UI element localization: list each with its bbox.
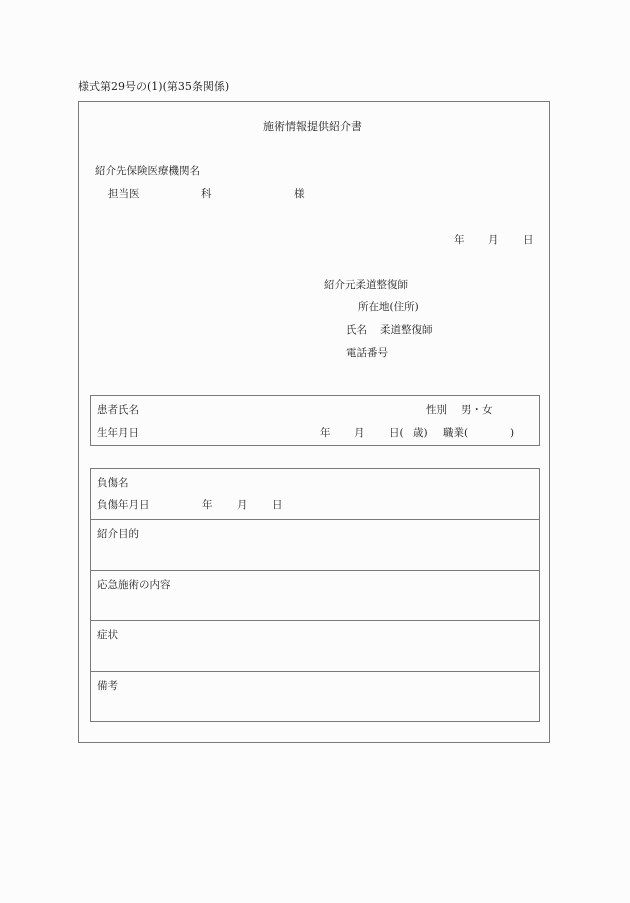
- referral-institution-label: 紹介先保険医療機関名: [95, 165, 200, 177]
- date-year-label: 年: [454, 234, 465, 246]
- symptoms-section: [91, 621, 539, 672]
- age-label: 歳): [413, 427, 428, 439]
- patient-info-box: [90, 395, 540, 446]
- injury-date-label: 負傷年月日: [97, 499, 150, 511]
- injury-year-label: 年: [202, 499, 213, 511]
- honorific-label: 様: [294, 188, 305, 200]
- date-month-label: 月: [488, 234, 499, 246]
- injury-month-label: 月: [237, 499, 248, 511]
- occupation-label: 職業(: [443, 427, 469, 439]
- dob-label: 生年月日: [97, 427, 139, 439]
- injury-details-box: [90, 468, 540, 722]
- occupation-close: ): [510, 427, 515, 439]
- dob-day-label: 日(: [389, 427, 404, 439]
- injury-day-label: 日: [272, 499, 283, 511]
- department-label: 科: [201, 188, 212, 200]
- referrer-title-label: 柔道整復師: [380, 324, 433, 336]
- referrer-heading: 紹介元柔道整復師: [324, 279, 408, 291]
- injury-name-label: 負傷名: [97, 477, 129, 489]
- purpose-section: [91, 520, 539, 571]
- referrer-phone-label: 電話番号: [346, 347, 388, 359]
- injury-section: [91, 469, 539, 520]
- remarks-label: 備考: [97, 680, 118, 692]
- document-title: 施術情報提供紹介書: [263, 120, 362, 133]
- patient-name-label: 患者氏名: [97, 404, 139, 416]
- emergency-treatment-label: 応急施術の内容: [97, 579, 171, 591]
- symptoms-label: 症状: [97, 629, 118, 641]
- form-number-label: 様式第29号の(1)(第35条関係): [78, 80, 230, 93]
- emergency-treatment-section: [91, 571, 539, 621]
- referrer-address-label: 所在地(住所): [358, 301, 419, 313]
- date-day-label: 日: [523, 234, 534, 246]
- sex-options[interactable]: 男・女: [461, 404, 493, 416]
- remarks-section: [91, 672, 539, 721]
- attending-doctor-label: 担当医: [108, 188, 140, 200]
- referrer-name-label: 氏名: [346, 324, 367, 336]
- dob-year-label: 年: [320, 427, 331, 439]
- dob-month-label: 月: [354, 427, 365, 439]
- purpose-label: 紹介目的: [97, 528, 139, 540]
- sex-label: 性別: [426, 404, 447, 416]
